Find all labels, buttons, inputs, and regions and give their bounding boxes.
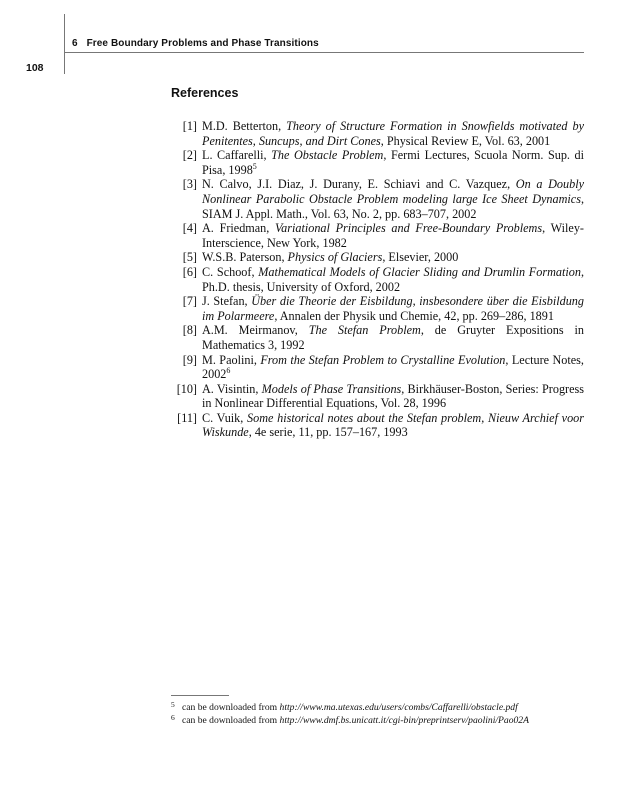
footnote-mark: 6 bbox=[171, 713, 175, 722]
reference-title: Über die Theorie der Eisbildung, insbesondere über die Eisbildung im Polarmeere bbox=[202, 294, 584, 323]
reference-segment: A. Friedman, bbox=[202, 221, 276, 236]
reference-segment: M. Paolini, bbox=[202, 352, 261, 367]
reference-segment: C. Vuik, bbox=[202, 410, 248, 425]
footnote-url[interactable]: http://www.dmf.bs.unicatt.it/cgi-bin/preprintserv/paolini/Pao02A bbox=[279, 715, 529, 726]
reference-segment: , Physical Review E, Vol. 63, 2001 bbox=[380, 133, 551, 148]
reference-item bbox=[171, 221, 584, 250]
reference-item bbox=[171, 265, 584, 294]
reference-title: Theory of Structure Formation in Snowfields motivated by Penitentes, Suncups, and Dirt Cones bbox=[202, 119, 584, 148]
reference-title: Some historical notes about the Stefan problem, Nieuw Archief voor Wiskunde bbox=[202, 410, 584, 440]
reference-segment: J. Stefan, bbox=[202, 294, 252, 309]
footnote-marker: 6 bbox=[226, 366, 231, 376]
reference-number: [1] bbox=[182, 119, 197, 133]
reference-number: [5] bbox=[182, 250, 197, 265]
reference-segment: L. Caffarelli, bbox=[202, 148, 272, 163]
reference-item bbox=[171, 411, 584, 440]
reference-segment: , Annalen der Physik und Chemie, 42, pp. 269–286, 1891 bbox=[274, 308, 554, 323]
reference-text bbox=[197, 411, 584, 440]
reference-item bbox=[171, 382, 584, 411]
reference-text bbox=[197, 250, 584, 265]
footnote-marker: 5 bbox=[252, 161, 257, 171]
chapter-number: 6 bbox=[72, 38, 78, 49]
reference-title: Physics of Glaciers bbox=[287, 250, 383, 265]
reference-number: [10] bbox=[176, 381, 197, 396]
reference-segment: , SIAM J. Appl. Math., Vol. 63, No. 2, pp. 683–707, 2002 bbox=[202, 191, 584, 221]
section-heading: References bbox=[171, 86, 239, 100]
reference-item bbox=[171, 148, 584, 177]
reference-title: Models of Phase Transitions bbox=[261, 381, 402, 396]
reference-text bbox=[197, 353, 584, 382]
reference-number: [3] bbox=[182, 177, 197, 192]
reference-text bbox=[197, 221, 584, 250]
reference-title: Mathematical Models of Glacier Sliding and Drumlin Formation bbox=[258, 264, 581, 279]
reference-title: Variational Principles and Free-Boundary Problems bbox=[275, 221, 543, 236]
margin-vertical-rule bbox=[64, 14, 65, 74]
reference-item bbox=[171, 177, 584, 221]
page-number: 108 bbox=[26, 62, 44, 74]
reference-segment: C. Schoof, bbox=[202, 264, 259, 279]
reference-number: [11] bbox=[177, 410, 197, 425]
footnote-mark: 5 bbox=[171, 700, 175, 709]
reference-list bbox=[171, 119, 584, 440]
reference-title: The Stefan Problem bbox=[308, 323, 421, 338]
reference-text bbox=[197, 382, 584, 411]
reference-text bbox=[197, 294, 584, 323]
reference-text bbox=[197, 148, 584, 177]
reference-item bbox=[171, 353, 584, 382]
reference-segment: , Birkhäuser-Boston, Series: Progress in Nonlinear Differential Equations, Vol. 28, 1996 bbox=[202, 381, 585, 411]
footnote-text: can be downloaded from bbox=[182, 715, 280, 726]
reference-segment: , Fermi Lectures, Scuola Norm. Sup. di Pisa, 1998 bbox=[202, 148, 584, 177]
footnote-rule bbox=[171, 695, 229, 696]
reference-segment: , Lecture Notes, 2002 bbox=[202, 352, 584, 382]
reference-title: From the Stefan Problem to Crystalline Evolution bbox=[260, 352, 506, 367]
reference-segment: N. Calvo, J.I. Diaz, J. Durany, E. Schiavi and C. Vazquez, bbox=[202, 177, 516, 192]
chapter-title: Free Boundary Problems and Phase Transitions bbox=[86, 38, 319, 49]
reference-segment: , Elsevier, 2000 bbox=[382, 250, 459, 265]
reference-item bbox=[171, 323, 584, 352]
reference-number: [8] bbox=[182, 323, 197, 338]
reference-text bbox=[197, 323, 584, 352]
running-head bbox=[72, 38, 319, 49]
reference-text bbox=[197, 177, 584, 221]
reference-text bbox=[197, 119, 584, 148]
reference-segment: A.M. Meirmanov, bbox=[202, 323, 309, 338]
reference-number: [6] bbox=[182, 264, 197, 279]
reference-item bbox=[171, 294, 584, 323]
reference-number: [9] bbox=[182, 352, 197, 367]
reference-text bbox=[197, 265, 584, 294]
reference-title: The Obstacle Problem bbox=[271, 148, 384, 163]
footnote bbox=[171, 714, 584, 727]
reference-segment: A. Visintin, bbox=[202, 381, 262, 396]
reference-number: [4] bbox=[182, 221, 197, 236]
reference-segment: M.D. Betterton, bbox=[202, 119, 287, 133]
reference-item bbox=[171, 119, 584, 148]
reference-number: [2] bbox=[182, 148, 197, 163]
footnote-url[interactable]: http://www.ma.utexas.edu/users/combs/Caffarelli/obstacle.pdf bbox=[279, 702, 518, 713]
footnote-text: can be downloaded from bbox=[182, 702, 280, 713]
reference-segment: , Ph.D. thesis, University of Oxford, 2002 bbox=[202, 264, 584, 294]
footnotes bbox=[171, 701, 584, 727]
reference-title: On a Doubly Nonlinear Parabolic Obstacle Problem modeling large Ice Sheet Dynamics bbox=[202, 177, 584, 206]
footnote bbox=[171, 701, 584, 714]
reference-segment: , Wiley-Interscience, New York, 1982 bbox=[202, 221, 584, 250]
reference-number: [7] bbox=[182, 294, 197, 309]
reference-segment: , 4e serie, 11, pp. 157–167, 1993 bbox=[248, 425, 408, 440]
reference-item bbox=[171, 250, 584, 265]
header-rule bbox=[64, 52, 584, 53]
reference-segment: W.S.B. Paterson, bbox=[202, 250, 288, 265]
reference-segment: , de Gruyter Expositions in Mathematics 3, 1992 bbox=[202, 323, 584, 352]
